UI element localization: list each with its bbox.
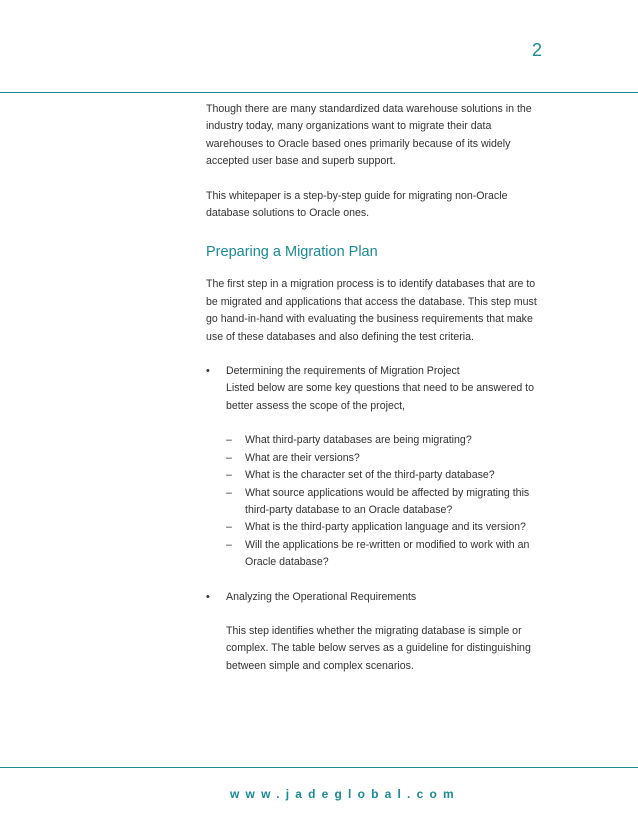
- section-paragraph: The first step in a migration process is to identify databases that are to be migrated and applications that access the database. This step must go hand-in-hand with evaluating the business requirements that make use of these databases and also defining the test criteria.: [206, 278, 537, 343]
- list-item: – What is the character set of the third-party database?: [226, 467, 542, 484]
- list-item: – Will the applications be re-written or modified to work with an Oracle database?: [226, 538, 530, 569]
- list-item: – What are their versions?: [226, 450, 542, 467]
- bullet-item: [206, 589, 542, 606]
- section-heading: Preparing a Migration Plan: [206, 244, 378, 261]
- dash-icon: –: [226, 469, 232, 482]
- dash-icon: –: [226, 434, 232, 447]
- bullet-title: Determining the requirements of Migration Project: [226, 365, 460, 378]
- bullet-text: Listed below are some key questions that need to be answered to better assess the scope of the project,: [226, 382, 534, 412]
- dash-icon: –: [226, 486, 232, 499]
- list-item: – What source applications would be affected by migrating this third-party database to an Oracle database?: [226, 486, 530, 516]
- list-item: – What is the third-party application language and its version?: [226, 519, 542, 536]
- footer-website-link[interactable]: www.jadeglobal.com: [230, 787, 460, 801]
- header-rule: [0, 92, 638, 93]
- bullet-icon: •: [206, 365, 210, 378]
- bullet-title: Analyzing the Operational Requirements: [226, 590, 417, 603]
- bullet-icon: •: [206, 590, 210, 603]
- page-number: 2: [531, 40, 542, 60]
- questions-list: [206, 432, 542, 571]
- intro-paragraph-1: Though there are many standardized data warehouse solutions in the industry today, many organizations want to migrate their data warehouses to Oracle based ones primarily because of its widely accepted user base and superb support.: [206, 103, 532, 168]
- footer-rule: [0, 767, 638, 768]
- dash-icon: –: [226, 538, 232, 551]
- dash-icon: –: [226, 451, 232, 464]
- bullet-item: [206, 363, 542, 415]
- dash-icon: –: [226, 521, 232, 534]
- main-content: [206, 101, 542, 675]
- intro-paragraph-2: This whitepaper is a step-by-step guide for migrating non-Oracle database solutions to Oracle ones.: [206, 189, 508, 220]
- bullet-text: This step identifies whether the migrating database is simple or complex. The table below serves as a guideline for distinguishing between simple and complex scenarios.: [226, 624, 531, 672]
- list-item: – What third-party databases are being migrating?: [226, 432, 542, 449]
